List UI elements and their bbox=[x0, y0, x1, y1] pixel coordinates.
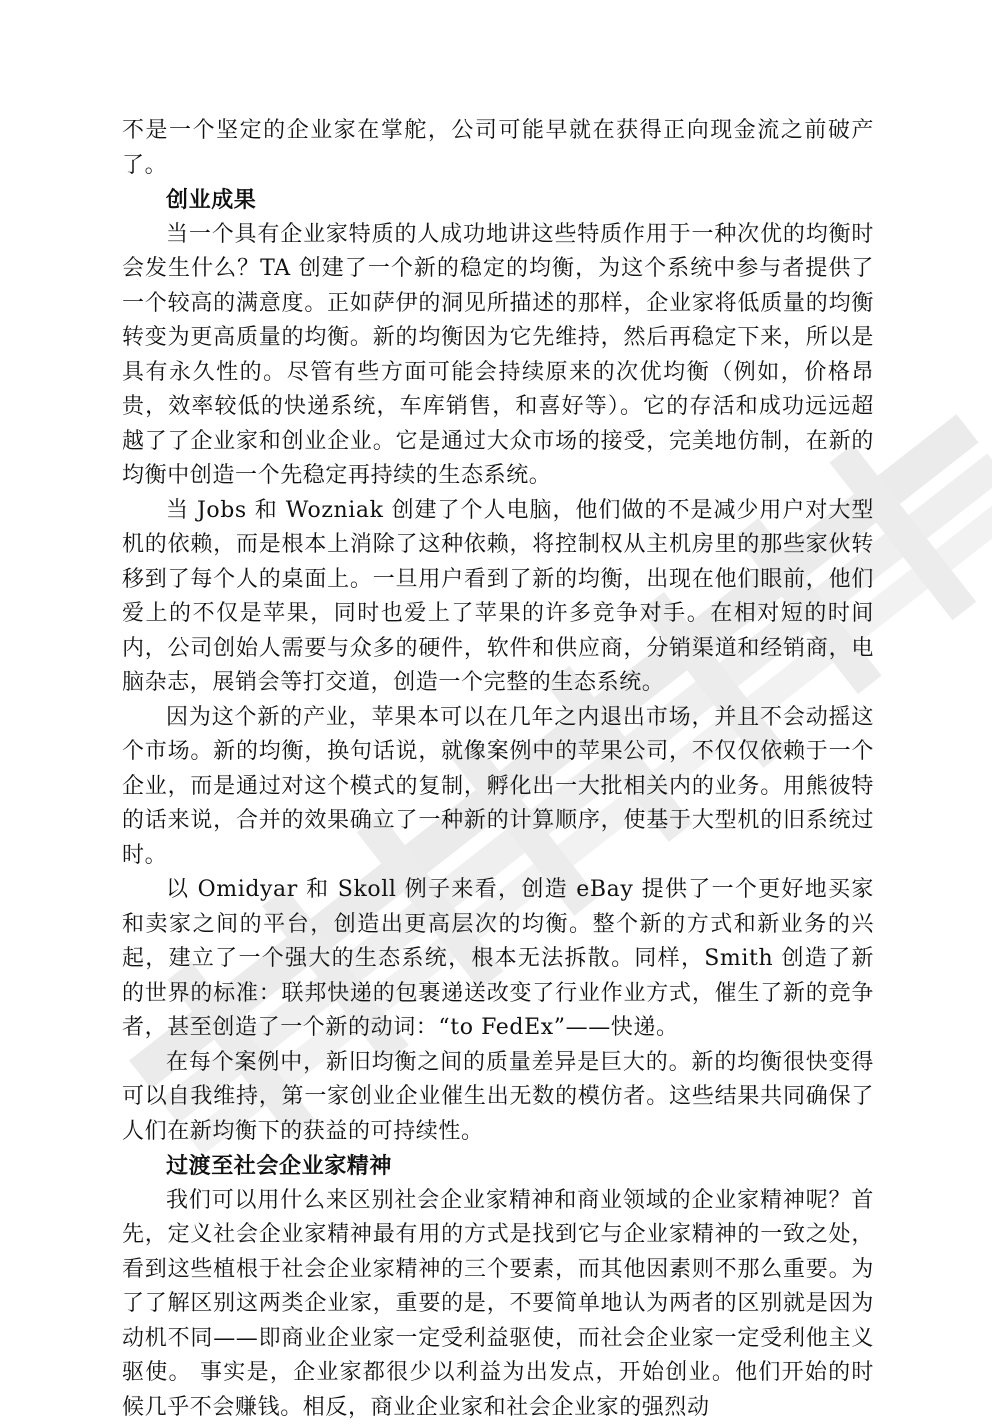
paragraph: 因为这个新的产业，苹果本可以在几年之内退出市场，并且不会动摇这个市场。新的均衡，换句话说，就像案例中的苹果公司，不仅仅依赖于一个企业，而是通过对这个模式的复制，孵化出一大批相关内的业务。用熊彼特的话来说，合并的效果确立了一种新的计算顺序，使基于大型机的旧系统过时。 bbox=[122, 701, 874, 874]
paragraph: 我们可以用什么来区别社会企业家精神和商业领域的企业家精神呢？首先，定义社会企业家精神最有用的方式是找到它与企业家精神的一致之处，看到这些植根于社会企业家精神的三个要素，而其他因素则不那么重要。为了了解区别这两类企业家，重要的是，不要简单地认为两者的区别就是因为动机不同——即商业企业家一定受利益驱使，而社会企业家一定受利他主义驱使。 事实是，企业家都很少以利益为出发点，开始创业。他们开始的时候几乎不会赚钱。相反，商业企业家和社会企业家的强烈动 bbox=[122, 1184, 874, 1425]
document-page bbox=[122, 114, 874, 1425]
paragraph: 在每个案例中，新旧均衡之间的质量差异是巨大的。新的均衡很快变得可以自我维持，第一家创业企业催生出无数的模仿者。这些结果共同确保了人们在新均衡下的获益的可持续性。 bbox=[122, 1046, 874, 1150]
paragraph: 以 Omidyar 和 Skoll 例子来看，创造 eBay 提供了一个更好地买家和卖家之间的平台，创造出更高层次的均衡。整个新的方式和新业务的兴起，建立了一个强大的生态系统，根本无法拆散。同样，Smith 创造了新的世界的标准：联邦快递的包裹递送改变了行业作业方式，催生了新的竞争者，甚至创造了一个新的动词：“to FedEx”——快递。 bbox=[122, 873, 874, 1046]
paragraph-continuation: 不是一个坚定的企业家在掌舵，公司可能早就在获得正向现金流之前破产了。 bbox=[122, 114, 874, 183]
section-heading-entrepreneurial-results: 创业成果 bbox=[122, 183, 874, 218]
paragraph: 当 Jobs 和 Wozniak 创建了个人电脑，他们做的不是减少用户对大型机的依赖，而是根本上消除了这种依赖，将控制权从主机房里的那些家伙转移到了每个人的桌面上。一旦用户看到了新的均衡，出现在他们眼前，他们爱上的不仅是苹果，同时也爱上了苹果的许多竞争对手。在相对短的时间内，公司创始人需要与众多的硬件，软件和供应商，分销渠道和经销商，电脑杂志，展销会等打交道，创造一个完整的生态系统。 bbox=[122, 494, 874, 701]
section-heading-transition: 过渡至社会企业家精神 bbox=[122, 1149, 874, 1184]
paragraph: 当一个具有企业家特质的人成功地讲这些特质作用于一种次优的均衡时会发生什么？TA 创建了一个新的稳定的均衡，为这个系统中参与者提供了一个较高的满意度。正如萨伊的洞见所描述的那样，企业家将低质量的均衡转变为更高质量的均衡。新的均衡因为它先维持，然后再稳定下来，所以是具有永久性的。尽管有些方面可能会持续原来的次优均衡（例如，价格昂贵，效率较低的快递系统，车库销售，和喜好等）。它的存活和成功远远超越了了企业家和创业企业。它是通过大众市场的接受，完美地仿制，在新的均衡中创造一个先稳定再持续的生态系统。 bbox=[122, 218, 874, 494]
